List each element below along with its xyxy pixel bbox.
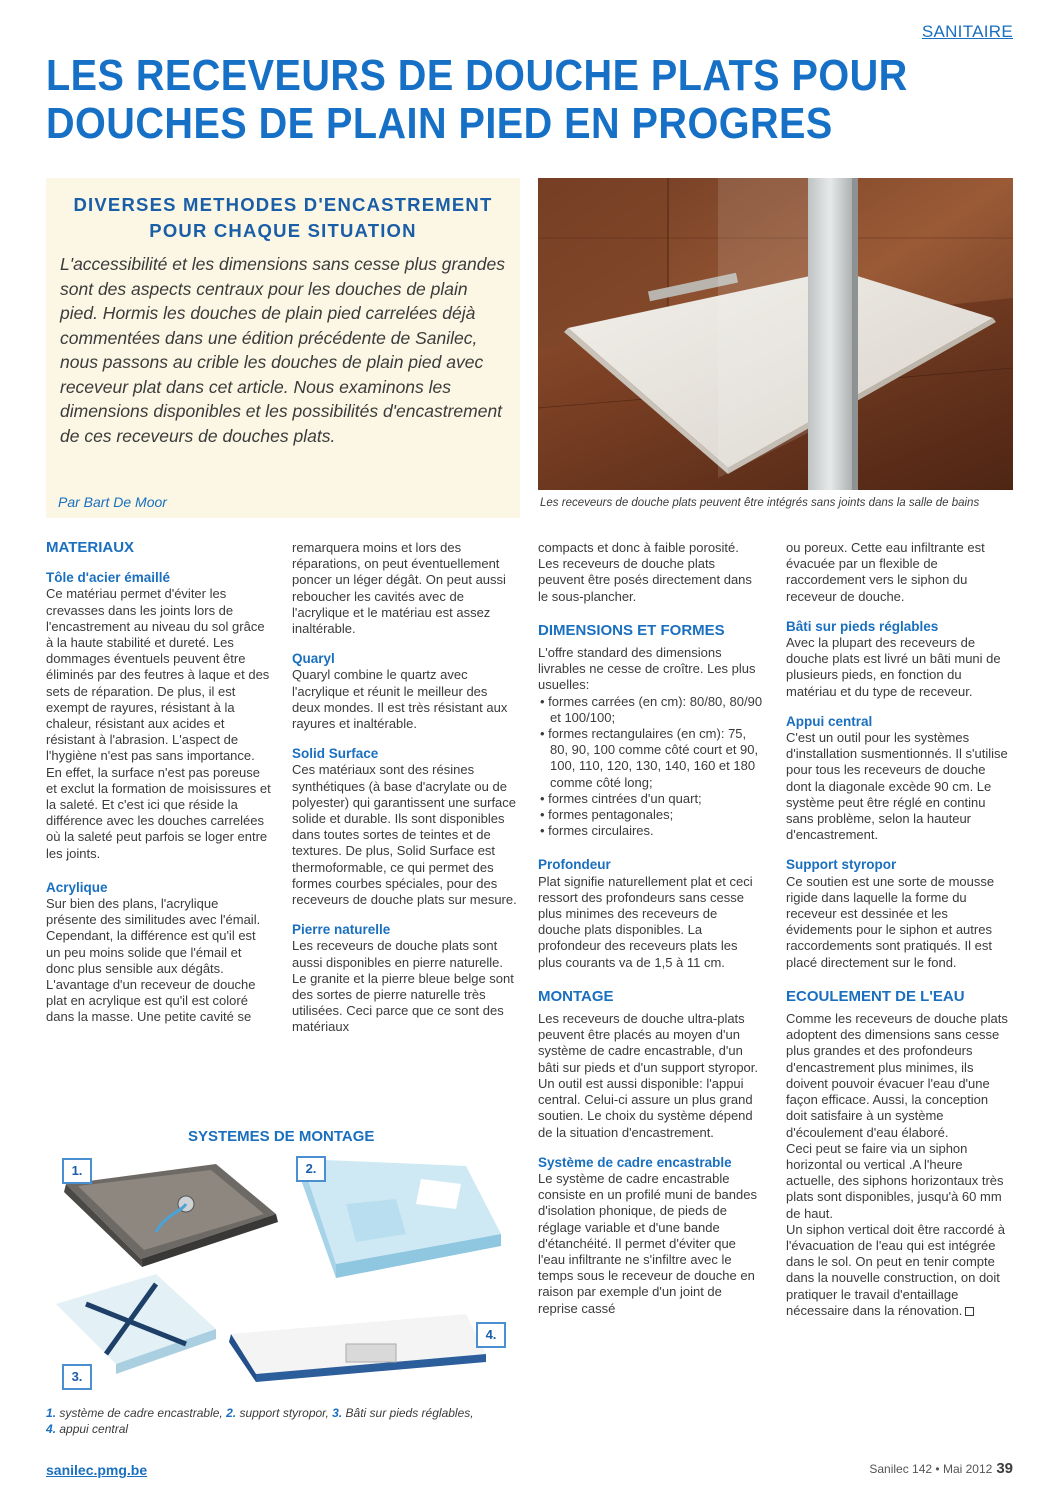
caption-text-1: système de cadre encastrable, (56, 1406, 227, 1420)
paragraph-ecoulement-3 (786, 1222, 1011, 1319)
heading-appui: Appui central (786, 713, 873, 729)
list-item: • formes carrées (en cm): 80/80, 80/90 et 100/100; (538, 694, 763, 726)
heading-support: Support styropor (786, 857, 897, 873)
end-mark-icon (965, 1307, 974, 1316)
paragraph-ecoulement-3-text: Un siphon vertical doit être raccordé à l'évacuation de l'eau qui est intégrée dans le sol. On peut en tenir compte dans la nouvelle construction, on doit pratiquer le travail d'entaillage nécessaire dans la rénovation. (786, 1221, 1005, 1318)
paragraph-quaryl: Quaryl combine le quartz avec l'acrylique et réunit le meilleur des deux mondes. Il est très résistant aux rayures et inaltérable. (292, 667, 508, 732)
paragraph-ecoulement-1: Comme les receveurs de douche plats adoptent des dimensions sans cesse plus grandes et des profondeurs d'encastrement plus minimes, ils doivent pouvoir évacuer l'eau d'une façon efficace. Aussi, la conception doit satisfaire à un système d'écoulement d'eau élaboré. (786, 1011, 1008, 1140)
footer-issue (869, 1460, 1013, 1477)
heading-solid-surface: Solid Surface (292, 746, 379, 762)
intro-text: L'accessibilité et les dimensions sans cesse plus grandes sont des aspects centraux pour les douches de plain pied. Hormis les douches de plain pied carrelées déjà commentées dans une édition précédente de Sanilec, nous passons au crible les douches de plain pied avec receveur plat dans cet article. Nous examinons les dimensions disponibles et les possibilités d'encastrement de ces receveurs de douches plats. (60, 254, 505, 446)
paragraph-appui: C'est un outil pour les systèmes d'installation susmentionnés. Il s'utilise pour tous les receveurs de douche dont la diagonale excède 90 cm. Le système peut être réglé en continu sans problème, selon la hauteur d'encastrement. (786, 730, 1008, 843)
figure-label-2: 2. (296, 1156, 326, 1182)
heading-tole: Tôle d'acier émaillé (46, 570, 171, 586)
page-title (46, 52, 928, 148)
caption-text-2: support styropor, (236, 1406, 333, 1420)
intro-box (46, 178, 520, 518)
heading-profondeur: Profondeur (538, 857, 611, 873)
list-item: • formes pentagonales; (538, 807, 763, 823)
intro-heading-line-1: DIVERSES METHODES D'ENCASTREMENT (73, 194, 493, 215)
paragraph-pierre: Les receveurs de douche plats sont aussi disponibles en pierre naturelle. Le granite et la pierre bleue belge sont des sortes de pierre naturelle très utilisées. Ceci parce que ce sont des matériaux (292, 938, 514, 1035)
caption-number-1: 1. (46, 1406, 57, 1420)
heading-materiaux: MATERIAUX (46, 539, 135, 556)
list-item: • formes rectangulaires (en cm): 75, 80, 90, 100 comme côté court et 90, 100, 110, 120, 130, 140, 160 et 180 comme côté long; (538, 726, 763, 791)
paragraph-dimensions: L'offre standard des dimensions livrables ne cesse de croître. Les plus usuelles: (538, 645, 756, 693)
paragraph-montage: Les receveurs de douche ultra-plats peuvent être placés au moyen d'un système de cadre encastrable, d'un bâti sur pieds et d'un support styropor. Un outil est aussi disponible: l'appui central. Celui-ci assure un plus grand soutien. Le choix du système dépend de la situation d'encastrement. (538, 1011, 758, 1140)
paragraph-solid-surface: Ces matériaux sont des résines synthétiques (à base d'acrylate ou de polyester) qui garantissent une surface solide et durable. Ils sont disponibles dans toutes sortes de teintes et de textures. De plus, Solid Surface est thermoformable, ce qui permet des formes courbes spéciales, pour des receveurs de douche plats sur mesure. (292, 762, 517, 908)
systems-title: SYSTEMES DE MONTAGE (188, 1128, 375, 1145)
heading-quaryl: Quaryl (292, 651, 335, 667)
figure-label-1: 1. (62, 1158, 92, 1184)
dimensions-list (538, 694, 763, 840)
list-item: • formes cintrées d'un quart; (538, 791, 763, 807)
paragraph-tole: Ce matériau permet d'éviter les crevasses dans les joints lors de l'encastrement au niveau du sol grâce à la haute stabilité et dureté. Les dommages éventuels peuvent être éliminés par des feutres à laque et des sets de réparation. De plus, il est exempt de rayures, résistant à la chaleur, résistant aux acides et résistant à l'abrasion. L'aspect de l'hygiène n'est pas sans importance. En effet, la surface n'est pas poreuse et exclut la formation de moisissures et la saleté. Et c'est ici que réside la différence avec les douches carrelées où la saleté peut parfois se loger entre les joints. (46, 586, 271, 861)
caption-number-3: 3. (332, 1406, 343, 1420)
heading-montage: MONTAGE (538, 987, 614, 1005)
paragraph-acrylique: Sur bien des plans, l'acrylique présente des similitudes avec l'émail. Cependant, la différence est qu'il est un peu moins solide que l'émail et donc plus sensible aux dégâts. L'avantage d'un receveur de douche plat en acrylique est qu'il est coloré dans la masse. Une petite cavité se (46, 896, 261, 1025)
heading-acrylique: Acrylique (46, 879, 108, 895)
byline: Par Bart De Moor (58, 494, 167, 510)
intro-heading-line-2: POUR CHAQUE SITUATION (149, 220, 417, 241)
hero-caption: Les receveurs de douche plats peuvent être intégrés sans joints dans la salle de bains (540, 497, 980, 509)
caption-text-3: Bâti sur pieds réglables, (342, 1406, 474, 1420)
paragraph-pierre-cont: compacts et donc à faible porosité. Les receveurs de douche plats peuvent être posés directement dans le sous-plancher. (538, 540, 752, 604)
paragraph-ecoulement-2: Ceci peut se faire via un siphon horizontal ou vertical .A l'heure actuelle, des siphons horizontaux très plats sont disponibles, jusqu'à 60 mm de haut. (786, 1140, 1004, 1221)
figure-label-3: 3. (62, 1364, 92, 1390)
footer-site-link[interactable]: sanilec.pmg.be (46, 1462, 148, 1478)
paragraph-bati: Avec la plupart des receveurs de douche plats est livré un bâti muni de plusieurs pieds, en fonction du matériau et du type de receveur. (786, 635, 1001, 699)
column-3 (538, 540, 763, 1317)
systems-caption (46, 1405, 516, 1437)
column-4 (786, 540, 1011, 1319)
column-1 (46, 540, 271, 1026)
caption-number-4: 4. (46, 1422, 57, 1436)
title-line-2: DOUCHES DE PLAIN PIED EN PROGRES (46, 99, 833, 148)
heading-pierre: Pierre naturelle (292, 922, 391, 938)
figure-label-4: 4. (476, 1322, 506, 1348)
paragraph-cadre-cont: ou poreux. Cette eau infiltrante est évacuée par un flexible de raccordement vers le siphon du receveur de douche. (786, 540, 985, 604)
paragraph-acrylique-cont: remarquera moins et lors des réparations, on peut éventuellement poncer un léger dégât. On peut aussi reboucher les cavités avec de l'acrylique et le matériau est assez inaltérable. (292, 540, 506, 637)
intro-heading (60, 192, 506, 244)
title-line-1: LES RECEVEURS DE DOUCHE PLATS POUR (46, 51, 908, 100)
section-tag[interactable]: SANITAIRE (921, 22, 1013, 41)
systems-figure (46, 1154, 516, 1394)
footer-issue-text: Sanilec 142 • Mai 2012 (869, 1462, 993, 1476)
heading-ecoulement: ECOULEMENT DE L'EAU (786, 987, 965, 1005)
caption-text-4: appui central (56, 1422, 129, 1436)
heading-bati: Bâti sur pieds réglables (786, 618, 939, 634)
page-number: 39 (996, 1460, 1013, 1477)
paragraph-support: Ce soutien est une sorte de mousse rigide dans laquelle la forme du receveur est dessinée et les évidements pour le siphon et autres raccordements sont pratiqués. Il est placé directement sur le fond. (786, 873, 995, 970)
paragraph-profondeur: Plat signifie naturellement plat et ceci ressort des profondeurs sans cesse plus minimes des receveurs de douche plats disponibles. La profondeur des receveurs plats les plus courants va de 1,5 à 11 cm. (538, 873, 753, 970)
caption-number-2: 2. (226, 1406, 237, 1420)
heading-cadre: Système de cadre encastrable (538, 1154, 732, 1170)
list-item: • formes circulaires. (538, 823, 763, 839)
hero-photo-shower-tray (538, 178, 1013, 490)
paragraph-cadre: Le système de cadre encastrable consiste en un profilé muni de bandes d'isolation phonique, de pieds de réglage variable et d'une bande d'étanchéité. Il permet d'éviter que l'eau infiltrante ne s'infiltre avec le temps sous le receveur de douche en raison par exemple d'un joint de reprise cassé (538, 1170, 757, 1316)
column-2 (292, 540, 517, 1036)
heading-dimensions: DIMENSIONS ET FORMES (538, 621, 725, 639)
